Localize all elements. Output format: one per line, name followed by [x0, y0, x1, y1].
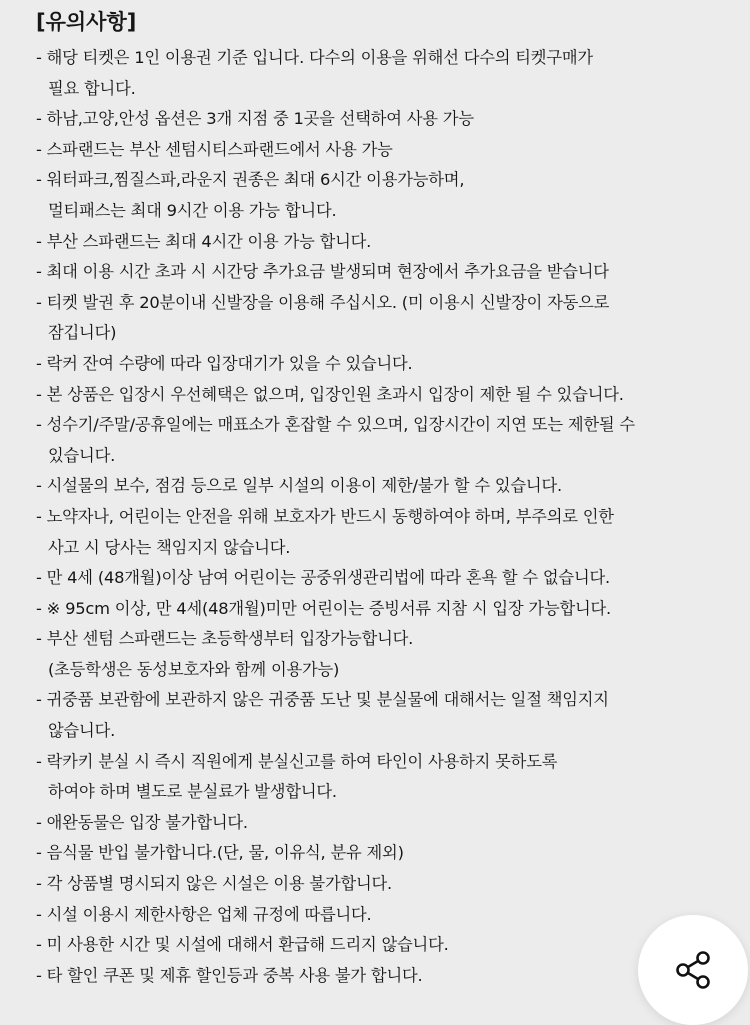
notice-line: - 타 할인 쿠폰 및 제휴 할인등과 중복 사용 불가 합니다. — [36, 965, 423, 985]
notice-line: - 노약자나, 어린이는 안전을 위해 보호자가 반드시 동행하여야 하며, 부주의로 인한 — [36, 506, 614, 526]
notice-line: - 음식물 반입 불가합니다.(단, 물, 이유식, 분유 제외) — [36, 843, 404, 863]
share-icon — [668, 945, 718, 995]
notice-line: - 귀중품 보관함에 보관하지 않은 귀중품 도난 및 분실물에 대해서는 일절 책임지지 — [36, 690, 609, 710]
notice-line: 하여야 하며 별도로 분실료가 발생합니다. — [48, 782, 337, 802]
notice-title: [유의사항] — [36, 10, 137, 34]
notice-line: 잠깁니다) — [48, 323, 117, 343]
notice-line: - 본 상품은 입장시 우선혜택은 없으며, 입장인원 초과시 입장이 제한 될 수 있습니다. — [36, 384, 624, 404]
notice-line: - 부산 센텀 스파랜드는 초등학생부터 입장가능합니다. — [36, 629, 414, 649]
notice-line: - 락커 잔여 수량에 따라 입장대기가 있을 수 있습니다. — [36, 353, 413, 373]
notice-line: (초등학생은 동성보호자와 함께 이용가능) — [48, 659, 340, 679]
notice-line: - ※ 95cm 이상, 만 4세(48개월)미만 어린이는 증빙서류 지참 시 입장 가능합니다. — [36, 598, 612, 618]
notice-line: - 하남,고양,안성 옵션은 3개 지점 중 1곳을 선택하여 사용 가능 — [36, 109, 474, 129]
notice-line: 멀티패스는 최대 9시간 이용 가능 합니다. — [48, 200, 337, 220]
notice-line: - 부산 스파랜드는 최대 4시간 이용 가능 합니다. — [36, 231, 372, 251]
share-button[interactable] — [638, 915, 748, 1025]
notice-line: 않습니다. — [48, 721, 116, 741]
notice-line: - 만 4세 (48개월)이상 남여 어린이는 공중위생관리법에 따라 혼욕 할 수 없습니다. — [36, 568, 610, 588]
notice-line: - 최대 이용 시간 초과 시 시간당 추가요금 발생되며 현장에서 추가요금을 받습니다 — [36, 262, 609, 282]
notice-line: - 시설물의 보수, 점검 등으로 일부 시설의 이용이 제한/불가 할 수 있습니다. — [36, 476, 562, 496]
notice-line: - 워터파크,찜질스파,라운지 권종은 최대 6시간 이용가능하며, — [36, 170, 465, 190]
notice-line: - 각 상품별 명시되지 않은 시설은 이용 불가합니다. — [36, 874, 393, 894]
notice-line: 사고 시 당사는 책임지지 않습니다. — [48, 537, 291, 557]
notice-line: 있습니다. — [48, 445, 116, 465]
notice-line: - 락카키 분실 시 즉시 직원에게 분실신고를 하여 타인이 사용하지 못하도록 — [36, 751, 558, 771]
notice-line: - 티켓 발권 후 20분이내 신발장을 이용해 주십시오. (미 이용시 신발장이 자동으로 — [36, 292, 610, 312]
notice-line: - 애완동물은 입장 불가합니다. — [36, 812, 248, 832]
notice-line: 필요 합니다. — [48, 78, 136, 98]
notice-line: - 성수기/주말/공휴일에는 매표소가 혼잡할 수 있으며, 입장시간이 지연 또는 제한될 수 — [36, 415, 635, 435]
notice-line: - 시설 이용시 제한사항은 업체 규정에 따릅니다. — [36, 904, 372, 924]
notice-line: - 미 사용한 시간 및 시설에 대해서 환급해 드리지 않습니다. — [36, 935, 449, 955]
notice-line: - 스파랜드는 부산 센텀시티스파랜드에서 사용 가능 — [36, 139, 393, 159]
notice-line: - 해당 티켓은 1인 이용권 기준 입니다. 다수의 이용을 위해선 다수의 티켓구매가 — [36, 48, 593, 67]
